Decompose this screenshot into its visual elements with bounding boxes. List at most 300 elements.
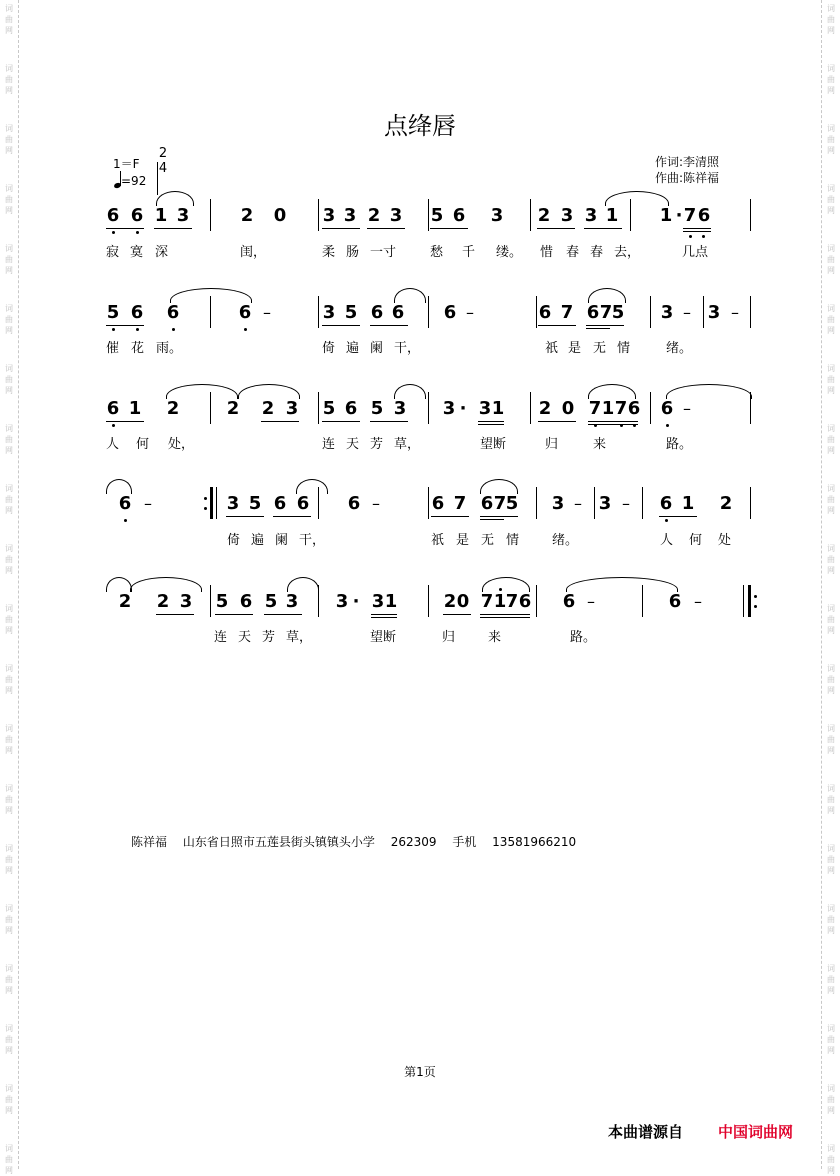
- octave-dot-high: [499, 588, 502, 591]
- sustain-dash: –: [694, 592, 702, 611]
- lyric-word: 归: [442, 630, 456, 645]
- underline-beam: [443, 614, 471, 615]
- watermark-glyph: 曲: [827, 15, 835, 24]
- bar-line: [750, 392, 751, 424]
- score-note: 3: [442, 398, 456, 419]
- lyric-word: 天: [238, 630, 252, 645]
- score-note: 6: [238, 302, 252, 323]
- score-note: 1: [681, 493, 695, 514]
- lyric-word: 连: [322, 437, 336, 452]
- score-note: 0: [561, 398, 575, 419]
- underline-beam: [584, 228, 622, 229]
- score-note: 3: [707, 302, 721, 323]
- watermark-glyph: 网: [827, 386, 835, 395]
- watermark-glyph: 词: [5, 484, 13, 493]
- underline-beam: [537, 228, 575, 229]
- underline-beam: [538, 325, 576, 326]
- watermark-glyph: 词: [5, 1144, 13, 1153]
- lyric-word: 闺，: [240, 245, 267, 260]
- score-note: 7: [493, 493, 507, 514]
- watermark-glyph: 曲: [5, 435, 13, 444]
- score-note: 1: [605, 205, 619, 226]
- footer-contact: [131, 833, 588, 850]
- sustain-dash: –: [683, 399, 691, 418]
- score-note: 2: [156, 591, 170, 612]
- underline-beam: [588, 421, 638, 422]
- watermark-glyph: 词: [827, 664, 835, 673]
- underline-beam: [322, 325, 360, 326]
- lyric-word: 倚: [322, 341, 336, 356]
- bar-line: [428, 392, 429, 424]
- sustain-dash: –: [466, 303, 474, 322]
- watermark-glyph: 词: [827, 184, 835, 193]
- underline-beam: [659, 516, 697, 517]
- source-site-link[interactable]: 中国词曲网: [718, 1123, 794, 1141]
- watermark-glyph: 词: [5, 4, 13, 13]
- lyric-word: 何: [689, 533, 703, 548]
- score-note: 0: [273, 205, 287, 226]
- octave-dot-low: [124, 519, 127, 522]
- watermark-glyph: 曲: [5, 915, 13, 924]
- watermark-glyph: 网: [5, 1166, 13, 1175]
- score-note: 5: [505, 493, 519, 514]
- lyric-word: 来: [488, 630, 502, 645]
- underline-beam: [367, 228, 405, 229]
- lyric-word: 路。: [666, 437, 693, 452]
- watermark-glyph: 词: [5, 964, 13, 973]
- watermark-glyph: 网: [827, 326, 835, 335]
- watermark-glyph: 曲: [827, 375, 835, 384]
- bar-line: [536, 585, 537, 617]
- lyric-word: 柔: [322, 245, 336, 260]
- watermark-glyph: 词: [5, 64, 13, 73]
- octave-dot-low: [172, 328, 175, 331]
- lyric-word: 深: [155, 245, 169, 260]
- score-note: 6: [452, 205, 466, 226]
- watermark-glyph: 词: [827, 1144, 835, 1153]
- watermark-glyph: 网: [5, 926, 13, 935]
- watermark-glyph: 曲: [5, 135, 13, 144]
- bar-line: [536, 487, 537, 519]
- right-watermark-strip: [824, 0, 838, 1175]
- underline-beam: [478, 421, 504, 422]
- watermark-glyph: 曲: [827, 855, 835, 864]
- bar-line: [318, 296, 319, 328]
- bar-line: [650, 392, 651, 424]
- watermark-glyph: 曲: [827, 675, 835, 684]
- underline-beam: [538, 421, 576, 422]
- score-note: 5: [344, 302, 358, 323]
- watermark-glyph: 词: [827, 604, 835, 613]
- score-note: 6: [538, 302, 552, 323]
- underline-beam: [431, 516, 469, 517]
- watermark-glyph: 网: [5, 26, 13, 35]
- watermark-glyph: 词: [5, 544, 13, 553]
- score-note: 6: [659, 493, 673, 514]
- score-note: 6: [166, 302, 180, 323]
- watermark-glyph: 曲: [5, 195, 13, 204]
- score-note: 3: [389, 205, 403, 226]
- score-note: 7: [588, 398, 602, 419]
- underline-beam: [264, 614, 302, 615]
- tie-slur: [238, 384, 300, 399]
- octave-dot-low: [112, 231, 115, 234]
- watermark-glyph: 网: [827, 806, 835, 815]
- underline-beam: [683, 231, 711, 232]
- watermark-glyph: 词: [827, 424, 835, 433]
- score-note: 6: [660, 398, 674, 419]
- sustain-dash: –: [587, 592, 595, 611]
- watermark-glyph: 曲: [827, 1155, 835, 1164]
- score-note: 5: [248, 493, 262, 514]
- sustain-dash: –: [622, 494, 630, 513]
- repeat-bar: [210, 487, 213, 519]
- score-note: 2: [166, 398, 180, 419]
- watermark-glyph: 词: [827, 244, 835, 253]
- lyric-word: 寂: [106, 245, 120, 260]
- footer-address: 山东省日照市五莲县街头镇镇头小学: [182, 835, 375, 849]
- score-note: 3: [322, 302, 336, 323]
- watermark-glyph: 曲: [5, 75, 13, 84]
- octave-dot-low: [702, 235, 705, 238]
- watermark-glyph: 曲: [5, 495, 13, 504]
- bar-line: [210, 199, 211, 231]
- score-note: 2: [240, 205, 254, 226]
- footer-phone: 13581966210: [492, 835, 577, 849]
- bar-line: [642, 585, 643, 617]
- score-note: 2: [537, 205, 551, 226]
- score-note: 3: [478, 398, 492, 419]
- watermark-glyph: 网: [827, 746, 835, 755]
- sustain-dash: –: [574, 494, 582, 513]
- time-signature: [157, 146, 169, 176]
- bar-line: [530, 392, 531, 424]
- sustain-dash: –: [263, 303, 271, 322]
- lyric-word: 千: [462, 245, 476, 260]
- score-note: 6: [370, 302, 384, 323]
- tie-slur: [588, 384, 636, 399]
- score-note: 2: [261, 398, 275, 419]
- score-note: 1: [601, 398, 615, 419]
- watermark-glyph: 曲: [5, 375, 13, 384]
- octave-dot-low: [112, 328, 115, 331]
- score-note: 7: [614, 398, 628, 419]
- score-note: 7: [683, 205, 697, 226]
- lyric-word: 春: [590, 245, 604, 260]
- dot-rhythm: ·: [675, 205, 683, 226]
- watermark-glyph: 词: [5, 124, 13, 133]
- underline-beam: [430, 228, 468, 229]
- bar-line: [428, 585, 429, 617]
- lyric-word: 无: [481, 533, 495, 548]
- watermark-glyph: 网: [5, 326, 13, 335]
- watermark-glyph: 词: [827, 544, 835, 553]
- lyric-word: 遍: [346, 341, 360, 356]
- watermark-glyph: 网: [5, 206, 13, 215]
- repeat-bar: [748, 585, 751, 617]
- score-note: 5: [611, 302, 625, 323]
- score-note: 3: [490, 205, 504, 226]
- score-note: 3: [393, 398, 407, 419]
- score-note: 3: [322, 205, 336, 226]
- lyric-word: 干，: [394, 341, 421, 356]
- score-note: 3: [176, 205, 190, 226]
- sustain-dash: –: [683, 303, 691, 322]
- lyric-word: 来: [593, 437, 607, 452]
- sustain-dash: –: [731, 303, 739, 322]
- score-note: 6: [106, 398, 120, 419]
- watermark-glyph: 词: [827, 4, 835, 13]
- lyric-word: 寞: [130, 245, 144, 260]
- score-note: 6: [239, 591, 253, 612]
- lyric-word: 阑: [275, 533, 289, 548]
- bar-line: [318, 392, 319, 424]
- watermark-glyph: 词: [5, 664, 13, 673]
- score-note: 0: [456, 591, 470, 612]
- score-note: 5: [430, 205, 444, 226]
- score-note: 1: [491, 398, 505, 419]
- repeat-bar-thin: [216, 487, 217, 519]
- lyric-word: 芳: [370, 437, 384, 452]
- tie-slur: [480, 479, 518, 494]
- lyric-word: 春: [566, 245, 580, 260]
- tie-slur: [566, 577, 678, 592]
- watermark-glyph: 曲: [827, 795, 835, 804]
- lyric-word: 连: [214, 630, 228, 645]
- score-note: 1: [154, 205, 168, 226]
- watermark-glyph: 词: [827, 904, 835, 913]
- lyric-word: 去，: [614, 245, 641, 260]
- watermark-glyph: 网: [5, 566, 13, 575]
- score-note: 3: [371, 591, 385, 612]
- score-note: 3: [598, 493, 612, 514]
- watermark-glyph: 词: [827, 844, 835, 853]
- lyric-word: 路。: [570, 630, 597, 645]
- left-dashed-border: [18, 0, 19, 1169]
- watermark-glyph: 网: [827, 1106, 835, 1115]
- watermark-glyph: 曲: [827, 435, 835, 444]
- watermark-glyph: 词: [827, 64, 835, 73]
- score-note: 6: [344, 398, 358, 419]
- watermark-glyph: 词: [5, 604, 13, 613]
- watermark-glyph: 曲: [5, 255, 13, 264]
- watermark-glyph: 网: [5, 866, 13, 875]
- lyric-word: 处，: [168, 437, 195, 452]
- bar-line: [750, 199, 751, 231]
- watermark-glyph: 曲: [827, 75, 835, 84]
- score-note: 1: [493, 591, 507, 612]
- song-title: 点绛唇: [384, 112, 456, 140]
- watermark-glyph: 网: [827, 626, 835, 635]
- lyric-word: 是: [568, 341, 582, 356]
- watermark-glyph: 网: [827, 566, 835, 575]
- watermark-glyph: 词: [5, 724, 13, 733]
- sustain-dash: –: [144, 494, 152, 513]
- right-dashed-border: [821, 0, 822, 1169]
- bar-line: [750, 296, 751, 328]
- repeat-dot: [204, 497, 207, 500]
- score-note: 5: [215, 591, 229, 612]
- watermark-glyph: 曲: [5, 1095, 13, 1104]
- underline-beam: [156, 614, 194, 615]
- watermark-glyph: 网: [827, 986, 835, 995]
- watermark-glyph: 词: [5, 424, 13, 433]
- repeat-dot: [204, 507, 207, 510]
- tie-slur: [156, 191, 194, 206]
- lyric-word: 望断: [480, 437, 507, 452]
- score-note: 3: [560, 205, 574, 226]
- lyric-word: 草，: [394, 437, 421, 452]
- lyric-word: 干，: [299, 533, 326, 548]
- score-note: 7: [453, 493, 467, 514]
- lyric-word: 芳: [262, 630, 276, 645]
- watermark-glyph: 网: [5, 1106, 13, 1115]
- watermark-glyph: 词: [827, 724, 835, 733]
- watermark-glyph: 曲: [827, 135, 835, 144]
- watermark-glyph: 词: [5, 184, 13, 193]
- lyric-word: 阑: [370, 341, 384, 356]
- octave-dot-low: [112, 424, 115, 427]
- tie-slur: [106, 479, 132, 494]
- lyric-word: 祇: [545, 341, 559, 356]
- repeat-dot: [754, 605, 757, 608]
- lyric-word: 一寸: [370, 245, 397, 260]
- score-note: 3: [660, 302, 674, 323]
- lyric-word: 遍: [251, 533, 265, 548]
- underline-beam: [370, 421, 408, 422]
- score-note: 6: [347, 493, 361, 514]
- score-note: 3: [226, 493, 240, 514]
- bar-line: [210, 585, 211, 617]
- meter-bottom: 4: [158, 161, 168, 176]
- watermark-glyph: 词: [5, 304, 13, 313]
- score-note: 6: [296, 493, 310, 514]
- bar-line: [318, 487, 319, 519]
- watermark-glyph: 网: [827, 206, 835, 215]
- watermark-glyph: 网: [5, 506, 13, 515]
- underline-beam: [154, 228, 192, 229]
- tie-slur: [666, 384, 752, 399]
- bar-line: [210, 392, 211, 424]
- underline-beam: [586, 325, 624, 326]
- score-note: 6: [118, 493, 132, 514]
- underline-beam: [586, 328, 610, 329]
- underline-beam: [322, 421, 360, 422]
- score-note: 6: [130, 205, 144, 226]
- watermark-glyph: 网: [827, 446, 835, 455]
- watermark-glyph: 曲: [5, 735, 13, 744]
- underline-beam: [371, 617, 397, 618]
- underline-beam: [480, 614, 530, 615]
- score-note: 3: [551, 493, 565, 514]
- key-signature: 1＝F: [113, 157, 140, 171]
- watermark-glyph: 网: [5, 986, 13, 995]
- watermark-glyph: 词: [5, 844, 13, 853]
- octave-dot-low: [136, 231, 139, 234]
- lyric-word: 无: [593, 341, 607, 356]
- lyricist: 作词:李清照: [655, 155, 720, 169]
- watermark-glyph: 曲: [5, 675, 13, 684]
- watermark-glyph: 词: [5, 784, 13, 793]
- tie-slur: [588, 288, 626, 303]
- score-note: 6: [562, 591, 576, 612]
- score-note: 3: [285, 398, 299, 419]
- watermark-glyph: 词: [827, 964, 835, 973]
- score-note: 3: [179, 591, 193, 612]
- underline-beam: [215, 614, 253, 615]
- page-number: 第1页: [404, 1065, 436, 1079]
- lyric-word: 望断: [370, 630, 397, 645]
- watermark-glyph: 词: [827, 124, 835, 133]
- watermark-glyph: 网: [5, 686, 13, 695]
- octave-dot-low: [689, 235, 692, 238]
- octave-dot-low: [136, 328, 139, 331]
- watermark-glyph: 网: [827, 866, 835, 875]
- watermark-glyph: 网: [827, 26, 835, 35]
- watermark-glyph: 曲: [5, 555, 13, 564]
- lyric-word: 人: [106, 437, 120, 452]
- watermark-glyph: 词: [827, 784, 835, 793]
- score-note: 6: [668, 591, 682, 612]
- watermark-glyph: 曲: [827, 195, 835, 204]
- watermark-glyph: 网: [827, 1046, 835, 1055]
- score-note: 2: [367, 205, 381, 226]
- watermark-glyph: 网: [827, 266, 835, 275]
- bar-line: [318, 585, 319, 617]
- tempo-marking: [113, 171, 146, 188]
- bar-line: [630, 199, 631, 231]
- watermark-glyph: 网: [827, 926, 835, 935]
- lyric-word: 花: [131, 341, 145, 356]
- bar-line: [428, 199, 429, 231]
- watermark-glyph: 词: [827, 364, 835, 373]
- score-note: 6: [627, 398, 641, 419]
- lyric-word: 雨。: [156, 341, 183, 356]
- lyric-word: 倚: [227, 533, 241, 548]
- score-note: 1: [384, 591, 398, 612]
- lyric-word: 肠: [346, 245, 360, 260]
- score-note: 3: [285, 591, 299, 612]
- bar-line: [536, 296, 537, 328]
- underline-beam: [480, 519, 504, 520]
- bar-line: [703, 296, 704, 328]
- watermark-glyph: 网: [5, 806, 13, 815]
- footer-postcode: 262309: [390, 835, 437, 849]
- watermark-glyph: 曲: [5, 615, 13, 624]
- score-note: 6: [697, 205, 711, 226]
- score-note: 6: [106, 205, 120, 226]
- meter-top: 2: [158, 146, 168, 161]
- bar-line: [530, 199, 531, 231]
- watermark-glyph: 曲: [827, 315, 835, 324]
- watermark-glyph: 网: [5, 446, 13, 455]
- score-note: 6: [130, 302, 144, 323]
- underline-beam: [588, 424, 638, 425]
- watermark-glyph: 曲: [5, 795, 13, 804]
- dot-rhythm: ·: [459, 398, 467, 419]
- lyric-word: 处: [718, 533, 732, 548]
- bar-line: [750, 487, 751, 519]
- watermark-glyph: 曲: [5, 855, 13, 864]
- underline-beam: [322, 228, 360, 229]
- score-note: 5: [264, 591, 278, 612]
- watermark-glyph: 词: [5, 904, 13, 913]
- tie-slur: [166, 384, 238, 399]
- footer-phone-label: 手机: [452, 835, 477, 849]
- underline-beam: [106, 228, 144, 229]
- score-note: 2: [719, 493, 733, 514]
- bar-line: [642, 487, 643, 519]
